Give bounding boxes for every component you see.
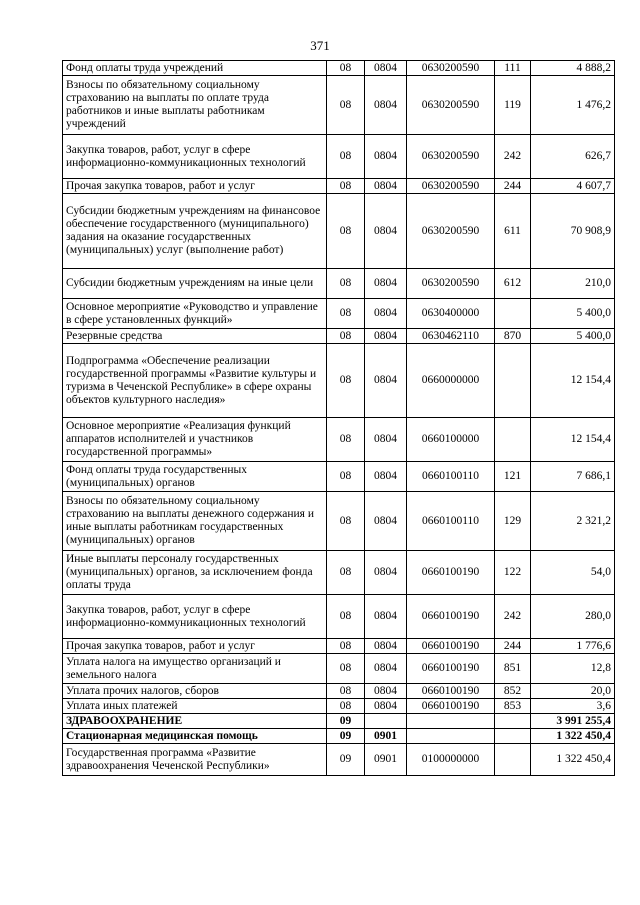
row-subsection: 0804: [365, 61, 407, 76]
row-amount: 1 476,2: [531, 76, 615, 135]
row-expense-type: 242: [495, 135, 531, 179]
row-subsection: 0804: [365, 179, 407, 194]
row-amount: 3 991 255,4: [531, 714, 615, 729]
row-name: Государственная программа «Развитие здравоохранения Чеченской Республики»: [63, 744, 327, 776]
row-section: 09: [327, 729, 365, 744]
table-row: [63, 744, 615, 776]
row-expense-type: [495, 344, 531, 418]
row-amount: 7 686,1: [531, 462, 615, 492]
row-amount: 5 400,0: [531, 329, 615, 344]
row-name: Субсидии бюджетным учреждениям на иные цели: [63, 269, 327, 299]
row-amount: 1 322 450,4: [531, 744, 615, 776]
table-row: [63, 595, 615, 639]
table-row: [63, 344, 615, 418]
row-section: 08: [327, 699, 365, 714]
row-article: 0660100110: [407, 462, 495, 492]
row-article: [407, 714, 495, 729]
row-amount: 70 908,9: [531, 194, 615, 269]
row-subsection: 0804: [365, 344, 407, 418]
row-subsection: 0804: [365, 135, 407, 179]
row-amount: 4 607,7: [531, 179, 615, 194]
row-amount: 20,0: [531, 684, 615, 699]
row-expense-type: 611: [495, 194, 531, 269]
row-section: 08: [327, 269, 365, 299]
table-row: [63, 269, 615, 299]
table-row: [63, 684, 615, 699]
row-article: 0630200590: [407, 61, 495, 76]
row-amount: 12 154,4: [531, 344, 615, 418]
table-row: [63, 329, 615, 344]
table-row: [63, 654, 615, 684]
row-subsection: 0804: [365, 299, 407, 329]
table-row: [63, 462, 615, 492]
row-amount: 626,7: [531, 135, 615, 179]
row-name: Прочая закупка товаров, работ и услуг: [63, 179, 327, 194]
row-amount: 2 321,2: [531, 492, 615, 551]
row-name: Уплата иных платежей: [63, 699, 327, 714]
row-amount: 5 400,0: [531, 299, 615, 329]
row-subsection: 0804: [365, 329, 407, 344]
row-subsection: 0804: [365, 654, 407, 684]
row-expense-type: 129: [495, 492, 531, 551]
row-subsection: 0804: [365, 551, 407, 595]
row-name: Подпрограмма «Обеспечение реализации государственной программы «Развитие культуры и туризма в Чеченской Республике» в сфере охраны объектов культурного наследия»: [63, 344, 327, 418]
row-expense-type: 870: [495, 329, 531, 344]
row-name: Фонд оплаты труда государственных (муниципальных) органов: [63, 462, 327, 492]
row-section: 08: [327, 462, 365, 492]
table-row: [63, 299, 615, 329]
row-expense-type: 244: [495, 639, 531, 654]
row-name: Закупка товаров, работ, услуг в сфере информационно-коммуникационных технологий: [63, 595, 327, 639]
row-subsection: 0804: [365, 639, 407, 654]
row-article: 0630462110: [407, 329, 495, 344]
row-subsection: 0804: [365, 269, 407, 299]
row-name: Иные выплаты персоналу государственных (муниципальных) органов, за исключением фонда оплаты труда: [63, 551, 327, 595]
row-article: 0660100190: [407, 639, 495, 654]
row-section: 08: [327, 595, 365, 639]
row-article: 0660100190: [407, 595, 495, 639]
row-article: 0630200590: [407, 179, 495, 194]
row-section: 09: [327, 714, 365, 729]
table-row: [63, 194, 615, 269]
row-section: 08: [327, 344, 365, 418]
row-name: Резервные средства: [63, 329, 327, 344]
row-name: Фонд оплаты труда учреждений: [63, 61, 327, 76]
row-subsection: 0804: [365, 418, 407, 462]
row-article: 0660100110: [407, 492, 495, 551]
row-subsection: 0901: [365, 729, 407, 744]
row-section: 08: [327, 684, 365, 699]
row-subsection: 0804: [365, 194, 407, 269]
row-section: 08: [327, 639, 365, 654]
row-name: Субсидии бюджетным учреждениям на финансовое обеспечение государственного (муниципального) задания на оказание государственных (муниципальных) услуг (выполнение работ): [63, 194, 327, 269]
row-article: 0630400000: [407, 299, 495, 329]
row-section: 08: [327, 194, 365, 269]
row-article: 0630200590: [407, 76, 495, 135]
row-article: 0660100000: [407, 418, 495, 462]
row-section: 08: [327, 492, 365, 551]
row-article: 0660000000: [407, 344, 495, 418]
row-article: 0660100190: [407, 551, 495, 595]
row-amount: 12 154,4: [531, 418, 615, 462]
row-expense-type: 244: [495, 179, 531, 194]
row-expense-type: [495, 714, 531, 729]
row-name: Основное мероприятие «Реализация функций аппаратов исполнителей и участников государственной программы»: [63, 418, 327, 462]
row-subsection: 0804: [365, 699, 407, 714]
row-subsection: 0804: [365, 492, 407, 551]
row-expense-type: 119: [495, 76, 531, 135]
row-expense-type: 122: [495, 551, 531, 595]
row-expense-type: 242: [495, 595, 531, 639]
row-expense-type: 111: [495, 61, 531, 76]
row-amount: 1 776,6: [531, 639, 615, 654]
row-subsection: 0804: [365, 462, 407, 492]
row-section: 09: [327, 744, 365, 776]
row-amount: 54,0: [531, 551, 615, 595]
row-article: 0630200590: [407, 135, 495, 179]
row-section: 08: [327, 135, 365, 179]
row-name: ЗДРАВООХРАНЕНИЕ: [63, 714, 327, 729]
row-section: 08: [327, 551, 365, 595]
row-amount: 210,0: [531, 269, 615, 299]
row-section: 08: [327, 76, 365, 135]
row-amount: 4 888,2: [531, 61, 615, 76]
row-section: 08: [327, 299, 365, 329]
row-name: Стационарная медицинская помощь: [63, 729, 327, 744]
row-section: 08: [327, 418, 365, 462]
row-expense-type: [495, 744, 531, 776]
table-row: [63, 699, 615, 714]
row-expense-type: [495, 418, 531, 462]
row-article: 0630200590: [407, 194, 495, 269]
row-subsection: [365, 714, 407, 729]
row-expense-type: [495, 299, 531, 329]
row-section: 08: [327, 179, 365, 194]
table-row: [63, 492, 615, 551]
row-name: Основное мероприятие «Руководство и управление в сфере установленных функций»: [63, 299, 327, 329]
row-expense-type: 853: [495, 699, 531, 714]
table-row: [63, 729, 615, 744]
row-expense-type: 121: [495, 462, 531, 492]
row-amount: 3,6: [531, 699, 615, 714]
table-row: [63, 639, 615, 654]
table-row: [63, 551, 615, 595]
table-row: [63, 135, 615, 179]
row-name: Уплата прочих налогов, сборов: [63, 684, 327, 699]
row-section: 08: [327, 61, 365, 76]
page-number: 371: [310, 38, 330, 53]
row-name: Взносы по обязательному социальному страхованию на выплаты денежного содержания и иные выплаты работникам государственных (муниципальных) органов: [63, 492, 327, 551]
row-expense-type: 612: [495, 269, 531, 299]
row-section: 08: [327, 329, 365, 344]
row-expense-type: 851: [495, 654, 531, 684]
row-article: 0660100190: [407, 699, 495, 714]
table-row: [63, 179, 615, 194]
table-row: [63, 76, 615, 135]
row-amount: 1 322 450,4: [531, 729, 615, 744]
row-article: 0660100190: [407, 684, 495, 699]
row-name: Закупка товаров, работ, услуг в сфере информационно-коммуникационных технологий: [63, 135, 327, 179]
row-subsection: 0901: [365, 744, 407, 776]
row-expense-type: [495, 729, 531, 744]
table-row: [63, 418, 615, 462]
row-article: 0660100190: [407, 654, 495, 684]
table-row: [63, 61, 615, 76]
row-subsection: 0804: [365, 76, 407, 135]
row-amount: 12,8: [531, 654, 615, 684]
row-article: [407, 729, 495, 744]
row-article: 0100000000: [407, 744, 495, 776]
row-article: 0630200590: [407, 269, 495, 299]
budget-table: [62, 60, 615, 776]
table-row: [63, 714, 615, 729]
row-subsection: 0804: [365, 684, 407, 699]
row-name: Уплата налога на имущество организаций и земельного налога: [63, 654, 327, 684]
row-name: Взносы по обязательному социальному страхованию на выплаты по оплате труда работников и иные выплаты работникам учреждений: [63, 76, 327, 135]
row-amount: 280,0: [531, 595, 615, 639]
row-name: Прочая закупка товаров, работ и услуг: [63, 639, 327, 654]
row-subsection: 0804: [365, 595, 407, 639]
row-section: 08: [327, 654, 365, 684]
row-expense-type: 852: [495, 684, 531, 699]
